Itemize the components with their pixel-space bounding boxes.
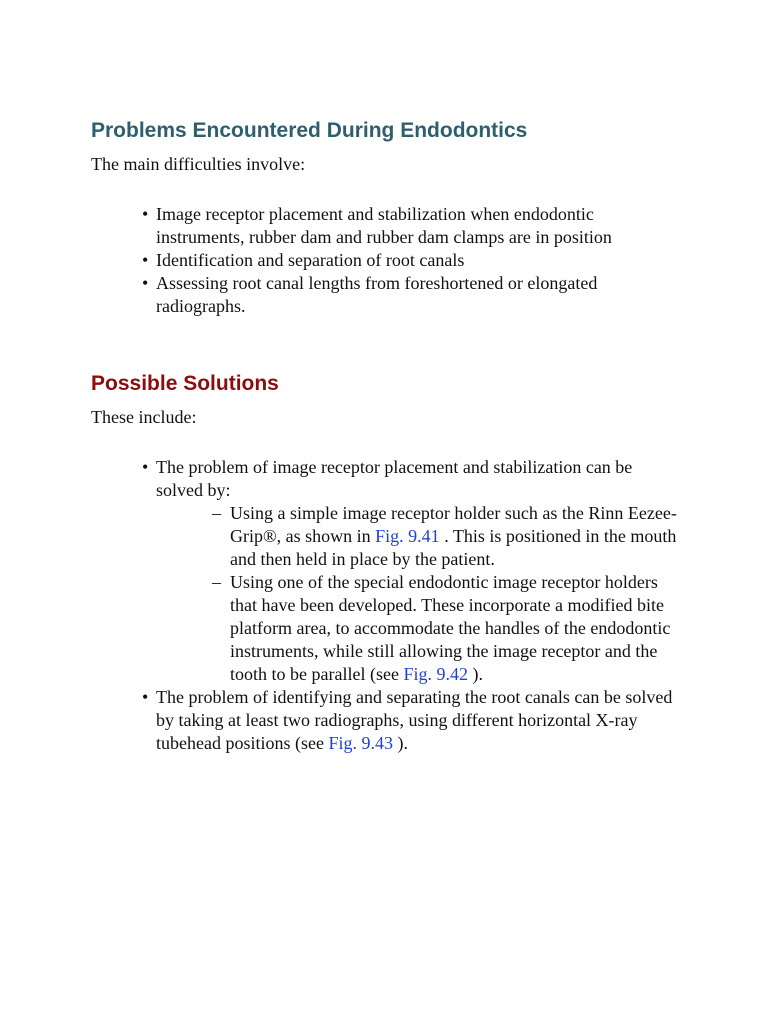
list-item: • Identification and separation of root canals	[138, 249, 683, 272]
sub-item-text: . This is positioned in the mouth and then held in place by the patient.	[230, 526, 677, 569]
figure-link-9-42[interactable]: Fig. 9.42	[403, 664, 468, 684]
list-item	[138, 456, 683, 686]
bullet-text: The problem of identifying and separating the root canals can be solved by taking at least two radiographs, using different horizontal X-ray tubehead positions (see	[156, 687, 673, 753]
figure-link-9-43[interactable]: Fig. 9.43	[328, 733, 393, 753]
section-intro-solutions: These include:	[91, 407, 197, 427]
list-item	[138, 686, 683, 755]
sub-list	[212, 502, 683, 686]
section-heading-problems: Problems Encountered During Endodontics	[91, 119, 528, 142]
section-intro-problems: The main difficulties involve:	[91, 154, 306, 174]
sub-item-text: Using a simple image receptor holder such as the Rinn Eezee-Grip®, as shown in	[230, 503, 677, 546]
sub-list-item	[212, 502, 683, 571]
problems-list	[138, 203, 683, 318]
list-item: • Assessing root canal lengths from foreshortened or elongated radiographs.	[138, 272, 683, 318]
bullet-text: ).	[392, 733, 408, 753]
solutions-list	[138, 456, 683, 755]
section-heading-solutions: Possible Solutions	[91, 372, 279, 395]
sub-list-item	[212, 571, 683, 686]
figure-link-9-41[interactable]: Fig. 9.41	[375, 526, 440, 546]
list-item: • Image receptor placement and stabilization when endodontic instruments, rubber dam and rubber dam clamps are in position	[138, 203, 683, 249]
sub-item-text: ).	[467, 664, 483, 684]
bullet-text: The problem of image receptor placement and stabilization can be solved by:	[156, 457, 633, 500]
sub-item-text: Using one of the special endodontic image receptor holders that have been developed. These incorporate a modified bite platform area, to accommodate the handles of the endodontic instruments, while still allowing the image receptor and the tooth to be parallel (see	[230, 572, 671, 684]
